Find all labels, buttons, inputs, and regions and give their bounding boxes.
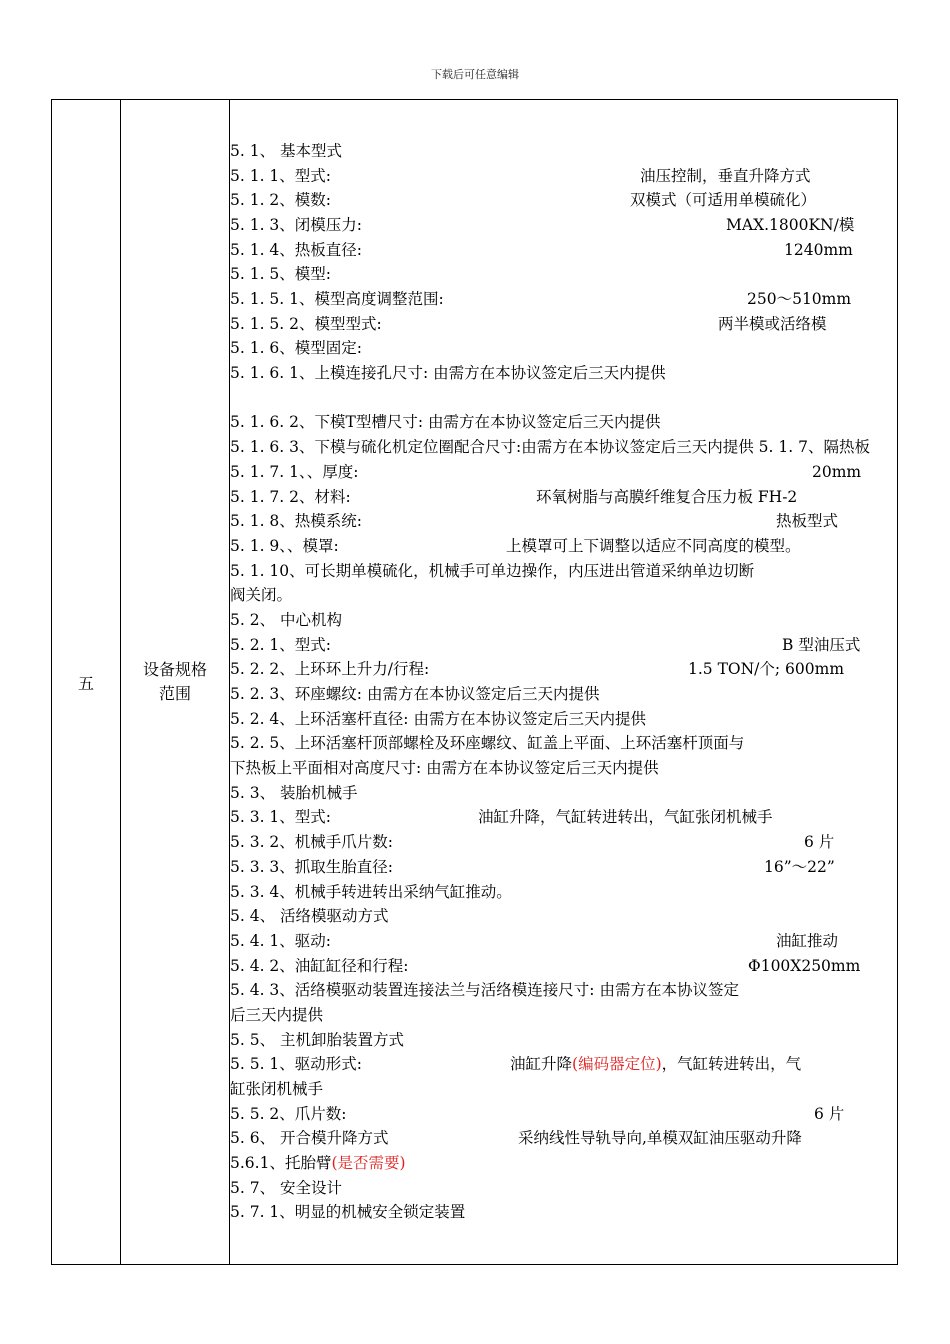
spec-line (230, 633, 897, 658)
spec-line (230, 164, 897, 189)
spec-line (230, 1028, 897, 1053)
spec-value: 两半模或活络模 (718, 314, 827, 333)
spec-table (51, 99, 898, 1265)
spec-line (230, 188, 897, 213)
spec-line (230, 262, 897, 287)
spec-line (230, 139, 897, 164)
spec-line (230, 559, 897, 584)
spec-label: 5. 3、 装胎机械手 (230, 783, 358, 802)
spec-line (230, 954, 897, 979)
spec-content (230, 100, 898, 1265)
spec-line (230, 1200, 897, 1225)
spec-label: 5. 1. 6. 2、下模T型槽尺寸: 由需方在本协议签定后三天内提供 (230, 413, 661, 432)
spec-label: 5. 1. 7. 2、材料: (230, 487, 351, 506)
spec-label: 5. 4、 活络模驱动方式 (230, 907, 389, 926)
spec-line (230, 336, 897, 361)
spec-label: 5. 4. 2、油缸缸径和行程: (230, 956, 409, 975)
spec-label: 5. 1. 3、闭模压力: (230, 215, 363, 234)
spec-label: 5. 1. 5、模型: (230, 265, 332, 284)
spec-label: 阀关闭。 (230, 586, 293, 605)
spec-label: 后三天内提供 (230, 1005, 324, 1024)
spec-line (230, 485, 897, 510)
spec-line (230, 1077, 897, 1102)
spec-line (230, 682, 897, 707)
spec-label: 5. 3. 4、机械手转进转出采纳气缸推动。 (230, 882, 512, 901)
spec-line (230, 608, 897, 633)
spec-label: 5. 5、 主机卸胎装置方式 (230, 1030, 405, 1049)
spec-label: 5. 7. 1、明显的机械安全锁定装置 (230, 1203, 466, 1222)
page-header-note: 下载后可任意编辑 (431, 68, 519, 81)
spec-value: 油缸升降 (510, 1055, 573, 1074)
spec-label: 5. 2. 2、上环环上升力/行程: (230, 660, 430, 679)
spec-label: 5. 1. 9、、模罩: (230, 536, 339, 555)
spec-label: 5. 1、 基本型式 (230, 141, 343, 160)
spec-line (230, 460, 897, 485)
spec-line (230, 1052, 897, 1077)
section-title-line: 范围 (158, 684, 191, 703)
spec-line (230, 805, 897, 830)
spec-label: 5. 1. 6. 1、上模连接孔尺寸: 由需方在本协议签定后三天内提供 (230, 364, 666, 383)
spec-label: 5. 4. 3、活络模驱动装置连接法兰与活络模连接尺寸: 由需方在本协议签定 (230, 981, 739, 1000)
spec-line (230, 213, 897, 238)
spec-label: 5. 2. 1、型式: (230, 635, 332, 654)
spec-value: 6 片 (814, 1104, 845, 1123)
spec-line (230, 361, 897, 386)
spec-line (230, 1151, 897, 1176)
spec-label: 5. 1. 10、可长期单模硫化，机械手可单边操作，内压进出管道采纳单边切断 (230, 561, 755, 580)
spec-line (230, 410, 897, 435)
spec-line (230, 534, 897, 559)
spec-line (230, 1176, 897, 1201)
spec-label: 5. 3. 3、抓取生胎直径: (230, 857, 394, 876)
spec-label: 5. 1. 6. 3、下模与硫化机定位圈配合尺寸:由需方在本协议签定后三天内提供 5. 1. 7、隔热板 (230, 438, 870, 457)
spec-label: 5. 4. 1、驱动: (230, 931, 332, 950)
spec-line (230, 238, 897, 263)
section-number: 五 (52, 100, 121, 1265)
spec-value: 采纳线性导轨导向,单模双缸油压驱动升降 (518, 1129, 802, 1148)
spec-label: 5. 1. 5. 1、模型高度调整范围: (230, 289, 444, 308)
spec-value: 250～510mm (747, 289, 852, 308)
spec-value: ，气缸转进转出，气 (661, 1055, 802, 1074)
spec-value: 1240mm (784, 240, 853, 259)
spec-value: 热板型式 (776, 512, 839, 531)
spec-label: 5. 1. 8、热模系统: (230, 512, 363, 531)
spec-line (230, 312, 897, 337)
spec-label: 5. 3. 2、机械手爪片数: (230, 833, 394, 852)
spec-line (230, 880, 897, 905)
spec-line (230, 1126, 897, 1151)
spec-label: 5. 1. 5. 2、模型型式: (230, 314, 382, 333)
spec-value: 双模式（可适用单模硫化） (630, 191, 817, 210)
spec-label: 5. 1. 2、模数: (230, 191, 332, 210)
spec-line (230, 978, 897, 1003)
spec-label: 5. 1. 6、模型固定: (230, 339, 363, 358)
spec-value: B 型油压式 (782, 635, 861, 654)
spec-line (230, 731, 897, 756)
section-title-line: 设备规格 (142, 660, 207, 679)
spec-label: 5. 5. 2、爪片数: (230, 1104, 347, 1123)
spec-label: 5. 1. 7. 1、、厚度: (230, 462, 359, 481)
highlight-note: (编码器定位) (572, 1055, 662, 1074)
spec-value: MAX.1800KN/模 (726, 215, 855, 234)
spec-line (230, 929, 897, 954)
spec-line (230, 904, 897, 929)
spec-label: 5. 1. 4、热板直径: (230, 240, 363, 259)
spec-line (230, 287, 897, 312)
spec-value: 20mm (812, 462, 862, 481)
spec-value: 油压控制，垂直升降方式 (640, 166, 811, 185)
spec-label: 5. 2、 中心机构 (230, 610, 343, 629)
spec-line (230, 583, 897, 608)
spec-label: 缸张闭机械手 (230, 1080, 324, 1098)
spec-line (230, 855, 897, 880)
spec-value: Φ100X250mm (748, 956, 861, 975)
spec-value: 6 片 (804, 833, 835, 852)
highlight-note: (是否需要) (331, 1154, 406, 1173)
spec-line (230, 1102, 897, 1127)
spec-line (230, 781, 897, 806)
spec-line (230, 657, 897, 682)
spec-value: 1.5 TON/个; 600mm (688, 660, 845, 679)
spec-label: 5. 1. 1、型式: (230, 166, 332, 185)
spec-value: 上模罩可上下调整以适应不同高度的模型。 (506, 536, 801, 555)
spec-value: 油缸升降，气缸转进转出，气缸张闭机械手 (478, 808, 773, 827)
spec-line (230, 830, 897, 855)
spec-line (230, 509, 897, 534)
blank-line (230, 386, 897, 411)
section-title (121, 100, 230, 1265)
spec-label: 下热板上平面相对高度尺寸: 由需方在本协议签定后三天内提供 (230, 759, 659, 778)
spec-label: 5. 6、 开合模升降方式 (230, 1129, 389, 1148)
spec-line (230, 756, 897, 781)
spec-label: 5. 7、 安全设计 (230, 1178, 343, 1197)
spec-label: 5. 2. 5、上环活塞杆顶部螺栓及环座螺纹、缸盖上平面、上环活塞杆顶面与 (230, 734, 745, 753)
spec-value: 环氧树脂与高膜纤维复合压力板 FH-2 (536, 487, 798, 506)
spec-line (230, 707, 897, 732)
spec-label: 5. 5. 1、驱动形式: (230, 1055, 363, 1074)
spec-value: 油缸推动 (776, 931, 839, 950)
spec-label: 5.6.1、托胎臂 (230, 1154, 332, 1173)
spec-label: 5. 2. 3、环座螺纹: 由需方在本协议签定后三天内提供 (230, 685, 600, 703)
spec-value: 16”～22” (764, 857, 835, 876)
spec-label: 5. 3. 1、型式: (230, 808, 332, 827)
spec-line (230, 1003, 897, 1028)
table-row (52, 100, 898, 1265)
spec-line (230, 435, 897, 460)
spec-label: 5. 2. 4、上环活塞杆直径: 由需方在本协议签定后三天内提供 (230, 709, 646, 728)
